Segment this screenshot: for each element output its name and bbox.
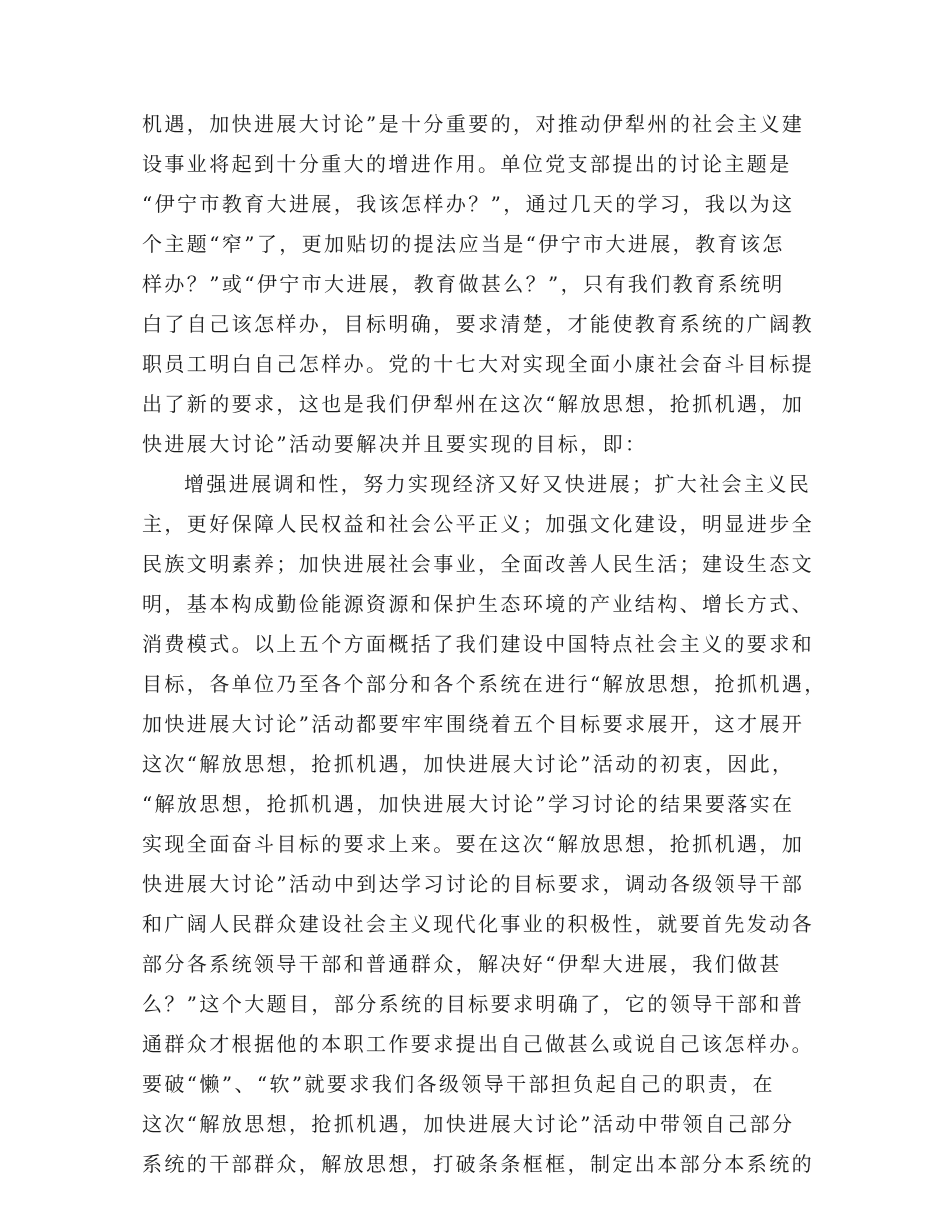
text-line: 通群众才根据他的本职工作要求提出自己做甚么或说自己该怎样办。 (142, 1032, 814, 1056)
text-line: 加快进展大讨论”活动都要牢牢围绕着五个目标要求展开，这才展开 (142, 712, 805, 736)
text-line: 样办？”或“伊宁市大进展，教育做甚么？”，只有我们教育系统明 (142, 272, 785, 296)
text-line: 民族文明素养；加快进展社会事业，全面改善人民生活；建设生态文 (142, 552, 814, 576)
text-line: 消费模式。以上五个方面概括了我们建设中国特点社会主义的要求和 (142, 632, 814, 656)
text-line: 设事业将起到十分重大的增进作用。单位党支部提出的讨论主题是 (142, 152, 792, 176)
text-line: 职员工明白自己怎样办。党的十七大对实现全面小康社会奋斗目标提 (142, 352, 814, 376)
text-line: 么？”这个大题目，部分系统的目标要求明确了，它的领导干部和普 (142, 992, 805, 1016)
text-line: 和广阔人民群众建设社会主义现代化事业的积极性，就要首先发动各 (142, 912, 814, 936)
text-line: 系统的干部群众，解放思想，打破条条框框，制定出本部分本系统的 (142, 1152, 814, 1176)
text-line: “伊宁市教育大进展，我该怎样办？”，通过几天的学习，我以为这 (142, 192, 795, 216)
text-line: 这次“解放思想，抢抓机遇，加快进展大讨论”活动中带领自己部分 (142, 1112, 795, 1136)
text-line: 明，基本构成勤俭能源资源和保护生态环境的产业结构、增长方式、 (142, 592, 814, 616)
text-line: 个主题“窄”了，更加贴切的提法应当是“伊宁市大进展，教育该怎 (142, 232, 785, 256)
text-line: 快进展大讨论”活动中到达学习讨论的目标要求，调动各级领导干部 (142, 872, 805, 896)
text-line: 主，更好保障人民权益和社会公平正义；加强文化建设，明显进步全 (142, 512, 814, 536)
text-line: 出了新的要求，这也是我们伊犁州在这次“解放思想，抢抓机遇，加 (142, 392, 805, 416)
text-line: 白了自己该怎样办，目标明确，要求清楚，才能使教育系统的广阔教 (142, 312, 814, 336)
text-line: 部分各系统领导干部和普通群众，解决好“伊犁大进展，我们做甚 (142, 952, 782, 976)
text-line: 快进展大讨论”活动要解决并且要实现的目标，即： (142, 432, 648, 456)
text-line: 实现全面奋斗目标的要求上来。要在这次“解放思想，抢抓机遇，加 (142, 832, 805, 856)
text-line: 机遇，加快进展大讨论”是十分重要的，对推动伊犁州的社会主义建 (142, 112, 805, 136)
text-line: 目标，各单位乃至各个部分和各个系统在进行“解放思想，抢抓机遇， (142, 672, 827, 696)
paragraph-start-line: 增强进展调和性，努力实现经济又好又快进展；扩大社会主义民 (184, 472, 812, 496)
body-text (142, 104, 827, 1184)
text-line: 要破“懒”、“软”就要求我们各级领导干部担负起自己的职责，在 (142, 1072, 775, 1096)
text-line: “解放思想，抢抓机遇，加快进展大讨论”学习讨论的结果要落实在 (142, 792, 795, 816)
text-line: 这次“解放思想，抢抓机遇，加快进展大讨论”活动的初衷，因此， (142, 752, 795, 776)
